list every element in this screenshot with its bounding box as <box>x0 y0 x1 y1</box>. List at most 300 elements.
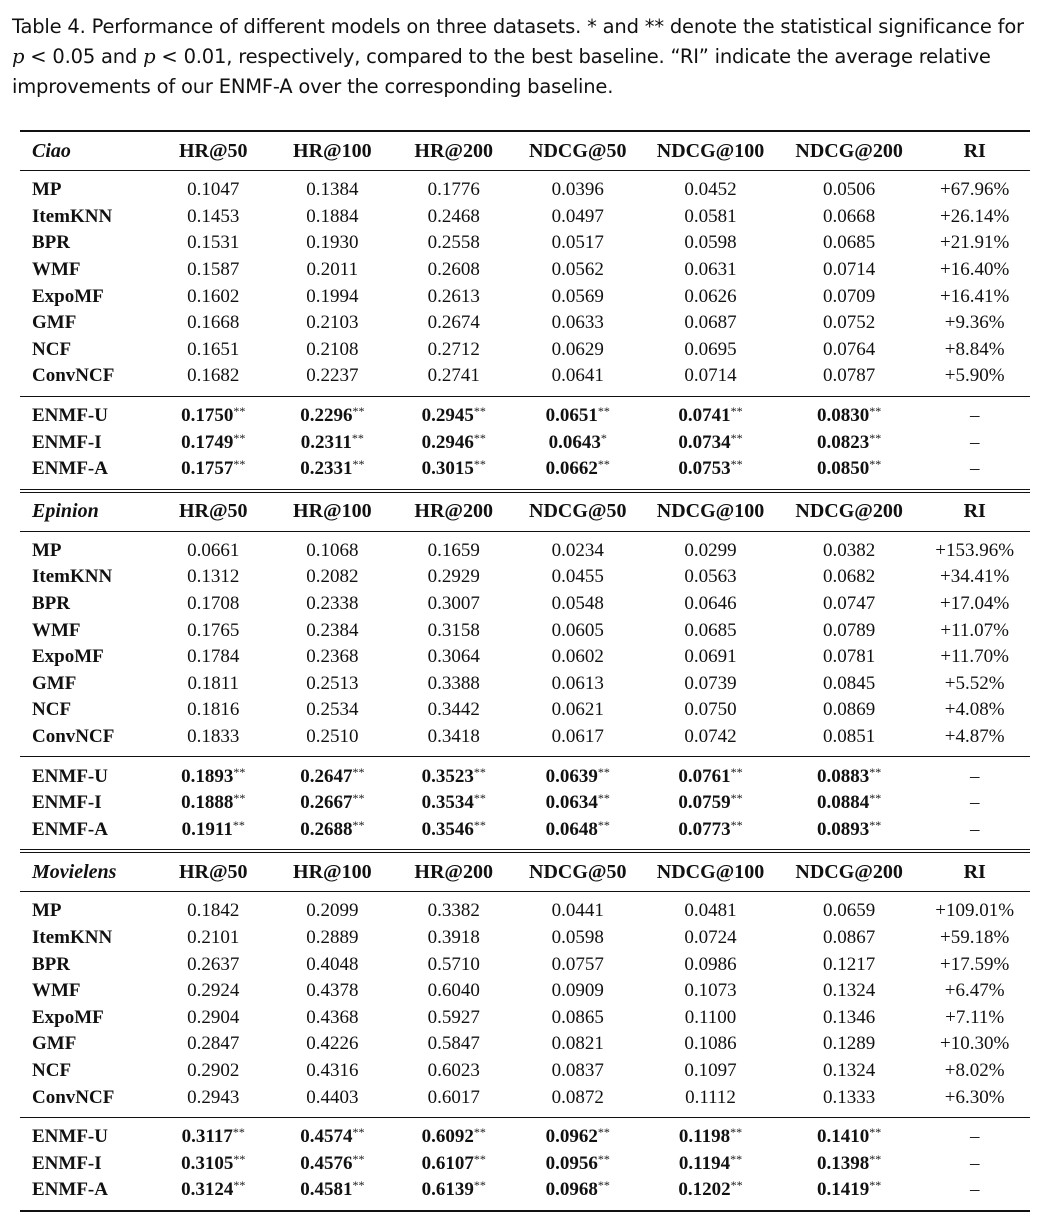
metric-value: 0.2331 <box>300 458 353 480</box>
metric-value: 0.1202 <box>678 1179 731 1201</box>
metric-value: 0.0714 <box>823 259 876 281</box>
metric-value: 0.0781 <box>823 646 876 668</box>
model-name: WMF <box>32 619 81 641</box>
model-name: BPR <box>32 593 70 615</box>
model-name: ConvNCF <box>32 365 115 387</box>
metric-value-cell <box>642 757 779 790</box>
baseline-row <box>20 1084 1030 1117</box>
metric-value-cell <box>156 396 271 429</box>
metric-value-cell <box>779 816 919 851</box>
metric-value-cell <box>156 1117 271 1150</box>
metric-value-cell <box>779 757 919 790</box>
significance-marker: ** <box>730 430 743 445</box>
relative-improvement: +26.14% <box>940 205 1010 227</box>
metric-value: 0.2712 <box>427 338 480 360</box>
relative-improvement: +8.02% <box>944 1059 1005 1081</box>
metric-value: 0.0598 <box>551 926 604 948</box>
relative-improvement: – <box>969 1152 980 1174</box>
metric-value: 0.4581 <box>300 1179 353 1201</box>
metric-value: 0.0787 <box>823 365 876 387</box>
metric-value: 0.2534 <box>306 699 359 721</box>
metric-value: 0.4574 <box>300 1126 353 1148</box>
relative-improvement: +5.90% <box>944 365 1005 387</box>
metric-value-cell <box>642 456 779 491</box>
metric-value: 0.1419 <box>817 1179 870 1201</box>
significance-marker: ** <box>473 1178 486 1193</box>
metric-value-cell <box>513 757 642 790</box>
metric-value: 0.2674 <box>427 312 480 334</box>
metric-value: 0.0631 <box>684 259 737 281</box>
metric-value: 0.2924 <box>187 980 240 1002</box>
column-header: NDCG@50 <box>513 131 642 171</box>
metric-value: 0.1659 <box>427 539 480 561</box>
metric-value: 0.1112 <box>685 1086 736 1108</box>
metric-value: 0.2904 <box>187 1006 240 1028</box>
metric-value: 0.2099 <box>306 900 359 922</box>
metric-value: 0.1911 <box>181 818 233 840</box>
relative-improvement: +109.01% <box>935 900 1015 922</box>
significance-marker: ** <box>473 764 486 779</box>
metric-value-cell <box>156 816 271 851</box>
significance-marker: ** <box>869 457 882 472</box>
significance-marker: ** <box>473 817 486 832</box>
metric-value-cell <box>271 1117 394 1150</box>
metric-value: 0.0962 <box>545 1126 598 1148</box>
metric-value: 0.0750 <box>684 699 737 721</box>
metric-value: 0.1324 <box>823 980 876 1002</box>
metric-value: 0.0893 <box>817 818 870 840</box>
metric-value-cell <box>394 1117 514 1150</box>
significance-marker: ** <box>233 1178 246 1193</box>
relative-improvement: – <box>969 818 980 840</box>
significance-marker: * <box>600 430 607 445</box>
relative-improvement: +6.47% <box>944 980 1005 1002</box>
metric-value-cell <box>642 790 779 817</box>
metric-value: 0.0455 <box>551 566 604 588</box>
significance-marker: ** <box>730 817 743 832</box>
baseline-row <box>20 363 1030 396</box>
relative-improvement: +6.30% <box>944 1086 1005 1108</box>
metric-value: 0.6040 <box>427 980 480 1002</box>
metric-value: 0.2296 <box>300 405 353 427</box>
metric-value: 0.1811 <box>187 672 240 694</box>
model-name: ExpoMF <box>32 285 104 307</box>
baseline-row <box>20 283 1030 310</box>
metric-value: 0.1994 <box>306 285 359 307</box>
proposed-model-row <box>20 456 1030 491</box>
significance-marker: ** <box>473 404 486 419</box>
metric-value: 0.0764 <box>823 338 876 360</box>
baseline-row <box>20 978 1030 1005</box>
metric-value: 0.1198 <box>678 1126 731 1148</box>
metric-value: 0.0234 <box>551 539 604 561</box>
column-header: NDCG@100 <box>642 851 779 892</box>
metric-value: 0.1757 <box>181 458 234 480</box>
significance-marker: ** <box>233 430 246 445</box>
metric-value: 0.6023 <box>427 1059 480 1081</box>
relative-improvement: +4.87% <box>944 725 1005 747</box>
metric-value: 0.4048 <box>306 953 359 975</box>
metric-value: 0.0682 <box>823 566 876 588</box>
metric-value: 0.3105 <box>181 1152 234 1174</box>
column-header: HR@100 <box>271 491 394 532</box>
metric-value: 0.0789 <box>823 619 876 641</box>
metric-value: 0.0648 <box>545 818 598 840</box>
metric-value: 0.0830 <box>817 405 870 427</box>
significance-marker: ** <box>233 764 246 779</box>
significance-marker: ** <box>597 1151 610 1166</box>
baseline-row <box>20 1004 1030 1031</box>
metric-value: 0.0641 <box>551 365 604 387</box>
metric-value: 0.0646 <box>684 593 737 615</box>
metric-value: 0.0714 <box>684 365 737 387</box>
column-header: HR@200 <box>394 131 514 171</box>
significance-marker: ** <box>730 1178 743 1193</box>
metric-value-cell <box>394 816 514 851</box>
metric-value-cell <box>394 396 514 429</box>
metric-value-cell <box>271 790 394 817</box>
metric-value: 0.0661 <box>187 539 240 561</box>
model-name: ConvNCF <box>32 1086 115 1108</box>
metric-value-cell <box>513 790 642 817</box>
metric-value: 0.0741 <box>678 405 731 427</box>
metric-value: 0.0850 <box>817 458 870 480</box>
relative-improvement: – <box>969 792 980 814</box>
relative-improvement: – <box>919 757 1030 790</box>
column-header: HR@50 <box>156 491 271 532</box>
metric-value-cell <box>779 1177 919 1211</box>
significance-marker: ** <box>869 1178 882 1193</box>
significance-marker: ** <box>352 1125 365 1140</box>
metric-value: 0.1784 <box>187 646 240 668</box>
metric-value: 0.1312 <box>187 566 240 588</box>
metric-value: 0.3124 <box>181 1179 234 1201</box>
metric-value: 0.2902 <box>187 1059 240 1081</box>
baseline-row <box>20 951 1030 978</box>
significance-marker: ** <box>597 1178 610 1193</box>
metric-value: 0.2384 <box>306 619 359 641</box>
caption-mid-1: < 0.05 and <box>24 45 144 68</box>
metric-value: 0.0709 <box>823 285 876 307</box>
significance-marker: ** <box>352 791 365 806</box>
relative-improvement: +11.07% <box>940 619 1009 641</box>
dataset-header-row <box>20 491 1030 532</box>
model-name: ItemKNN <box>32 566 113 588</box>
metric-value: 0.0695 <box>684 338 737 360</box>
dataset-name: Epinion <box>20 491 156 532</box>
metric-value: 0.0659 <box>823 900 876 922</box>
metric-value: 0.3418 <box>427 725 480 747</box>
caption-p-symbol: p <box>12 45 25 68</box>
significance-marker: ** <box>597 457 610 472</box>
baseline-row <box>20 617 1030 644</box>
significance-marker: ** <box>869 764 882 779</box>
dataset-name: Movielens <box>20 851 156 892</box>
metric-value-cell <box>156 1177 271 1211</box>
metric-value: 0.0481 <box>684 900 737 922</box>
metric-value: 0.0724 <box>684 926 737 948</box>
metric-value-cell <box>156 429 271 456</box>
metric-value: 0.0497 <box>551 205 604 227</box>
relative-improvement: +67.96% <box>940 179 1010 201</box>
proposed-model-row <box>20 1117 1030 1150</box>
metric-value: 0.0739 <box>684 672 737 694</box>
metric-value: 0.0685 <box>823 232 876 254</box>
dataset-name: Ciao <box>20 131 156 171</box>
metric-value: 0.0685 <box>684 619 737 641</box>
metric-value: 0.2468 <box>427 205 480 227</box>
proposed-model-row <box>20 816 1030 851</box>
significance-marker: ** <box>352 457 365 472</box>
column-header: NDCG@200 <box>779 491 919 532</box>
metric-value: 0.1453 <box>187 205 240 227</box>
metric-value-cell <box>156 757 271 790</box>
caption-lead: Table 4. Performance of different models on three datasets. * and ** denote the statistical significance for <box>12 15 1024 38</box>
metric-value: 0.0734 <box>678 431 731 453</box>
significance-marker: ** <box>869 404 882 419</box>
metric-value-cell <box>513 1177 642 1211</box>
relative-improvement: +11.70% <box>940 646 1009 668</box>
metric-value: 0.0687 <box>684 312 737 334</box>
metric-value: 0.1194 <box>678 1152 731 1174</box>
column-header: NDCG@100 <box>642 491 779 532</box>
model-name: ItemKNN <box>32 926 113 948</box>
metric-value: 0.0605 <box>551 619 604 641</box>
baseline-row <box>20 892 1030 925</box>
metric-value: 0.2847 <box>187 1033 240 1055</box>
model-name: ENMF-U <box>20 396 156 429</box>
model-name: ConvNCF <box>32 725 115 747</box>
column-header: HR@50 <box>156 131 271 171</box>
metric-value: 0.0639 <box>545 765 598 787</box>
significance-marker: ** <box>869 1125 882 1140</box>
metric-value-cell <box>642 429 779 456</box>
metric-value: 0.4576 <box>300 1152 353 1174</box>
metric-value: 0.0598 <box>684 232 737 254</box>
metric-value: 0.0662 <box>545 458 598 480</box>
metric-value: 0.2368 <box>306 646 359 668</box>
metric-value: 0.2513 <box>306 672 359 694</box>
metric-value: 0.1346 <box>823 1006 876 1028</box>
baseline-row <box>20 171 1030 204</box>
significance-marker: ** <box>233 404 246 419</box>
metric-value: 0.2637 <box>187 953 240 975</box>
metric-value: 0.0617 <box>551 725 604 747</box>
metric-value: 0.0759 <box>678 792 731 814</box>
proposed-model-row <box>20 1150 1030 1177</box>
model-name: ExpoMF <box>32 1006 104 1028</box>
metric-value: 0.0821 <box>551 1033 604 1055</box>
column-header: HR@200 <box>394 491 514 532</box>
column-header: HR@200 <box>394 851 514 892</box>
metric-value: 0.1765 <box>187 619 240 641</box>
metric-value: 0.0569 <box>551 285 604 307</box>
metric-value: 0.1888 <box>181 792 234 814</box>
metric-value-cell <box>394 790 514 817</box>
metric-value: 0.3382 <box>427 900 480 922</box>
significance-marker: ** <box>232 817 245 832</box>
metric-value: 0.1587 <box>187 259 240 281</box>
metric-value-cell <box>779 456 919 491</box>
dataset-header-row <box>20 851 1030 892</box>
results-table-body <box>20 131 1030 1211</box>
proposed-model-row <box>20 757 1030 790</box>
metric-value: 0.0562 <box>551 259 604 281</box>
metric-value: 0.1100 <box>684 1006 737 1028</box>
relative-improvement: +9.36% <box>944 312 1005 334</box>
metric-value: 0.2608 <box>427 259 480 281</box>
model-name: BPR <box>32 232 70 254</box>
relative-improvement: +21.91% <box>940 232 1010 254</box>
significance-marker: ** <box>597 817 610 832</box>
metric-value: 0.6017 <box>427 1086 480 1108</box>
metric-value: 0.2945 <box>421 405 474 427</box>
significance-marker: ** <box>730 1151 743 1166</box>
metric-value: 0.0691 <box>684 646 737 668</box>
baseline-row <box>20 230 1030 257</box>
metric-value: 0.2108 <box>306 338 359 360</box>
metric-value: 0.4403 <box>306 1086 359 1108</box>
metric-value-cell <box>642 1117 779 1150</box>
significance-marker: ** <box>597 764 610 779</box>
model-name: BPR <box>32 953 70 975</box>
metric-value: 0.0563 <box>684 566 737 588</box>
significance-marker: ** <box>730 404 743 419</box>
metric-value-cell <box>394 456 514 491</box>
metric-value-cell <box>779 429 919 456</box>
metric-value: 0.0629 <box>551 338 604 360</box>
metric-value: 0.3523 <box>421 765 474 787</box>
metric-value: 0.2311 <box>300 431 352 453</box>
metric-value: 0.2237 <box>306 365 359 387</box>
metric-value: 0.1047 <box>187 179 240 201</box>
model-name: ENMF-I <box>32 431 102 453</box>
metric-value: 0.1842 <box>187 900 240 922</box>
metric-value: 0.2946 <box>421 431 474 453</box>
metric-value: 0.1651 <box>187 338 240 360</box>
metric-value: 0.2889 <box>306 926 359 948</box>
metric-value-cell <box>779 1117 919 1150</box>
metric-value-cell <box>271 816 394 851</box>
column-header: NDCG@50 <box>513 851 642 892</box>
metric-value: 0.0845 <box>823 672 876 694</box>
metric-value: 0.0621 <box>551 699 604 721</box>
model-name: WMF <box>32 980 81 1002</box>
column-header: HR@50 <box>156 851 271 892</box>
relative-improvement: – <box>969 458 980 480</box>
significance-marker: ** <box>473 457 486 472</box>
proposed-model-row <box>20 396 1030 429</box>
metric-value: 0.1097 <box>684 1059 737 1081</box>
model-name: WMF <box>32 259 81 281</box>
significance-marker: ** <box>597 404 610 419</box>
metric-value: 0.1289 <box>823 1033 876 1055</box>
relative-improvement: – <box>919 396 1030 429</box>
column-header: NDCG@50 <box>513 491 642 532</box>
metric-value: 0.2101 <box>187 926 240 948</box>
metric-value: 0.0742 <box>684 725 737 747</box>
metric-value: 0.3007 <box>427 593 480 615</box>
significance-marker: ** <box>352 1151 365 1166</box>
model-name: ENMF-A <box>32 818 108 840</box>
metric-value: 0.2011 <box>306 259 359 281</box>
metric-value: 0.0872 <box>551 1086 604 1108</box>
baseline-row <box>20 644 1030 671</box>
metric-value: 0.3534 <box>421 792 474 814</box>
metric-value-cell <box>271 1177 394 1211</box>
significance-marker: ** <box>233 791 246 806</box>
metric-value: 0.5847 <box>427 1033 480 1055</box>
metric-value: 0.0668 <box>823 205 876 227</box>
metric-value-cell <box>271 429 394 456</box>
model-name: NCF <box>32 1059 72 1081</box>
metric-value: 0.0382 <box>823 539 876 561</box>
relative-improvement: +17.04% <box>940 593 1010 615</box>
baseline-row <box>20 1058 1030 1085</box>
metric-value: 0.0517 <box>551 232 604 254</box>
column-header: NDCG@200 <box>779 131 919 171</box>
metric-value: 0.3015 <box>421 458 474 480</box>
relative-improvement: – <box>919 1117 1030 1150</box>
metric-value: 0.2558 <box>427 232 480 254</box>
caption-p-symbol: p <box>143 45 156 68</box>
metric-value: 0.1833 <box>187 725 240 747</box>
metric-value: 0.0837 <box>551 1059 604 1081</box>
metric-value: 0.0753 <box>678 458 731 480</box>
proposed-model-row <box>20 429 1030 456</box>
metric-value: 0.1217 <box>823 953 876 975</box>
metric-value: 0.1333 <box>823 1086 876 1108</box>
model-name: NCF <box>32 699 72 721</box>
metric-value: 0.1531 <box>187 232 240 254</box>
baseline-row <box>20 671 1030 698</box>
metric-value: 0.0441 <box>551 900 604 922</box>
significance-marker: ** <box>730 1125 743 1140</box>
metric-value: 0.4316 <box>306 1059 359 1081</box>
model-name: ENMF-A <box>32 458 108 480</box>
metric-value-cell <box>513 1117 642 1150</box>
significance-marker: ** <box>473 1125 486 1140</box>
metric-value-cell <box>513 429 642 456</box>
metric-value-cell <box>642 1177 779 1211</box>
metric-value-cell <box>642 1150 779 1177</box>
metric-value-cell <box>513 816 642 851</box>
metric-value: 0.0757 <box>551 953 604 975</box>
model-name: ENMF-U <box>20 757 156 790</box>
metric-value-cell <box>156 790 271 817</box>
metric-value: 0.1602 <box>187 285 240 307</box>
baseline-row <box>20 697 1030 724</box>
significance-marker: ** <box>352 1178 365 1193</box>
relative-improvement: +5.52% <box>944 672 1005 694</box>
model-name: MP <box>32 539 62 561</box>
baseline-row <box>20 310 1030 337</box>
model-name: MP <box>32 179 62 201</box>
metric-value: 0.0867 <box>823 926 876 948</box>
model-name: GMF <box>32 672 77 694</box>
metric-value: 0.3064 <box>427 646 480 668</box>
model-name: GMF <box>32 1033 77 1055</box>
model-name: NCF <box>32 338 72 360</box>
metric-value-cell <box>271 1150 394 1177</box>
significance-marker: ** <box>352 404 365 419</box>
metric-value: 0.1708 <box>187 593 240 615</box>
metric-value: 0.0968 <box>545 1179 598 1201</box>
baseline-row <box>20 1031 1030 1058</box>
metric-value: 0.5710 <box>427 953 480 975</box>
metric-value: 0.0883 <box>817 765 870 787</box>
relative-improvement: +16.41% <box>940 285 1010 307</box>
